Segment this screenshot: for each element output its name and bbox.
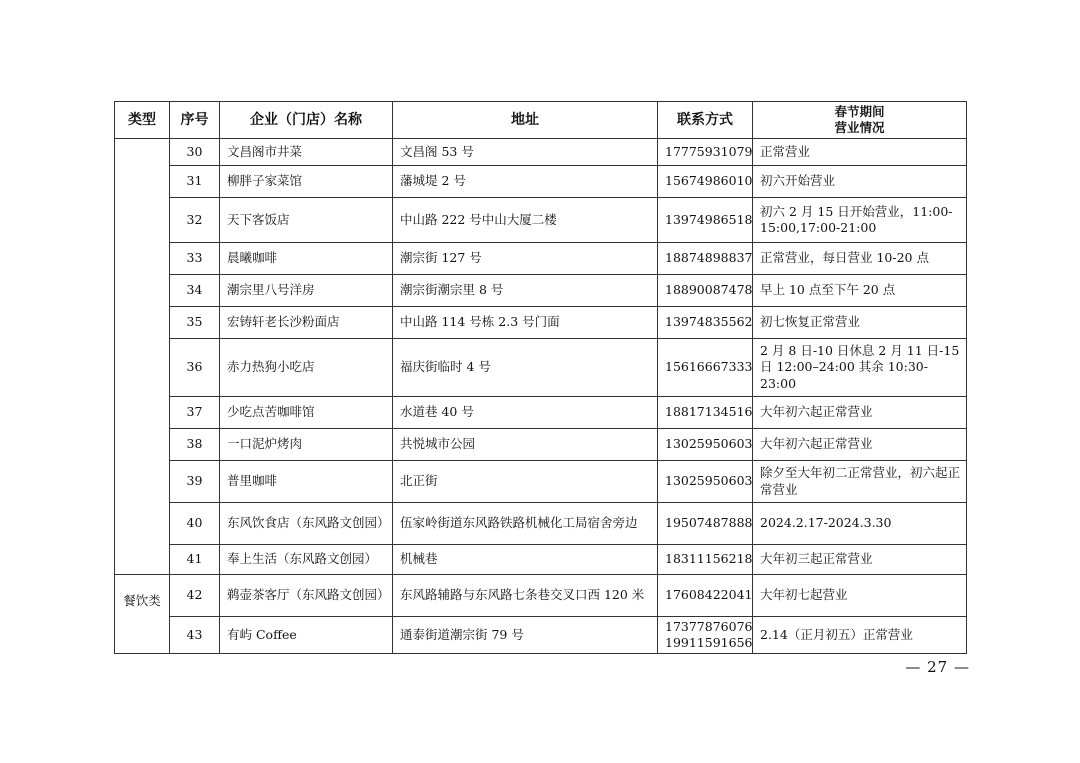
row-status: 2024.2.17-2024.3.30 bbox=[753, 503, 967, 545]
row-seq: 40 bbox=[170, 503, 220, 545]
table-row bbox=[115, 275, 967, 307]
row-phone: 15674986010 bbox=[658, 166, 753, 198]
row-address: 水道巷 40 号 bbox=[393, 397, 658, 429]
row-phone: 19507487888 bbox=[658, 503, 753, 545]
row-address: 藩城堤 2 号 bbox=[393, 166, 658, 198]
row-seq: 31 bbox=[170, 166, 220, 198]
row-name: 潮宗里八号洋房 bbox=[220, 275, 393, 307]
category-label: 餐饮类 bbox=[115, 575, 170, 654]
table-header-row bbox=[115, 102, 967, 139]
row-name: 奉上生活（东风路文创园） bbox=[220, 545, 393, 575]
row-phone: 17608422041 bbox=[658, 575, 753, 617]
table-row bbox=[115, 243, 967, 275]
row-seq: 42 bbox=[170, 575, 220, 617]
row-name: 鹈壶茶客厅（东风路文创园） bbox=[220, 575, 393, 617]
row-name: 天下客饭店 bbox=[220, 198, 393, 243]
table-row bbox=[115, 307, 967, 339]
row-address: 中山路 114 号栋 2.3 号门面 bbox=[393, 307, 658, 339]
category-cell-top bbox=[115, 139, 170, 575]
table-row bbox=[115, 429, 967, 461]
row-status: 除夕至大年初二正常营业，初六起正常营业 bbox=[753, 461, 967, 503]
row-phone: 18890087478 bbox=[658, 275, 753, 307]
table-row bbox=[115, 617, 967, 654]
row-status: 大年初七起营业 bbox=[753, 575, 967, 617]
table-row bbox=[115, 545, 967, 575]
table-row bbox=[115, 397, 967, 429]
row-status: 初七恢复正常营业 bbox=[753, 307, 967, 339]
row-address: 文昌阁 53 号 bbox=[393, 139, 658, 166]
table-row bbox=[115, 166, 967, 198]
page-number: — 27 — bbox=[905, 658, 970, 676]
row-status: 大年初六起正常营业 bbox=[753, 429, 967, 461]
header-seq: 序号 bbox=[170, 102, 220, 139]
row-phone: 18817134516 bbox=[658, 397, 753, 429]
row-status: 大年初六起正常营业 bbox=[753, 397, 967, 429]
header-status-line1: 春节期间 bbox=[834, 104, 885, 120]
row-seq: 41 bbox=[170, 545, 220, 575]
row-phone: 18874898837 bbox=[658, 243, 753, 275]
row-name: 文昌阁市井菜 bbox=[220, 139, 393, 166]
table-row bbox=[115, 139, 967, 166]
row-address: 潮宗街潮宗里 8 号 bbox=[393, 275, 658, 307]
row-status: 正常营业 bbox=[753, 139, 967, 166]
row-phone: 13025950603 bbox=[658, 461, 753, 503]
row-name: 普里咖啡 bbox=[220, 461, 393, 503]
table-row bbox=[115, 503, 967, 545]
row-name: 晨曦咖啡 bbox=[220, 243, 393, 275]
row-status: 早上 10 点至下午 20 点 bbox=[753, 275, 967, 307]
row-address: 东风路辅路与东风路七条巷交叉口西 120 米 bbox=[393, 575, 658, 617]
row-address: 通泰街道潮宗街 79 号 bbox=[393, 617, 658, 654]
row-seq: 39 bbox=[170, 461, 220, 503]
row-name: 一口泥炉烤肉 bbox=[220, 429, 393, 461]
row-seq: 30 bbox=[170, 139, 220, 166]
row-name: 赤力热狗小吃店 bbox=[220, 339, 393, 397]
row-status: 初六开始营业 bbox=[753, 166, 967, 198]
header-type: 类型 bbox=[115, 102, 170, 139]
row-name: 少吃点苦咖啡馆 bbox=[220, 397, 393, 429]
header-name: 企业（门店）名称 bbox=[220, 102, 393, 139]
header-status-line2: 营业情况 bbox=[834, 120, 885, 135]
row-address: 北正街 bbox=[393, 461, 658, 503]
table-row bbox=[115, 575, 967, 617]
row-seq: 38 bbox=[170, 429, 220, 461]
header-status bbox=[753, 102, 967, 139]
row-address: 潮宗街 127 号 bbox=[393, 243, 658, 275]
row-name: 东风饮食店（东风路文创园） bbox=[220, 503, 393, 545]
row-address: 中山路 222 号中山大厦二楼 bbox=[393, 198, 658, 243]
row-address: 共悦城市公园 bbox=[393, 429, 658, 461]
row-seq: 37 bbox=[170, 397, 220, 429]
row-status: 2 月 8 日-10 日休息 2 月 11 日-15 日 12:00–24:00 其余 10:30-23:00 bbox=[753, 339, 967, 397]
row-address: 机械巷 bbox=[393, 545, 658, 575]
row-seq: 35 bbox=[170, 307, 220, 339]
row-status: 2.14（正月初五）正常营业 bbox=[753, 617, 967, 654]
row-phone: 17775931079 bbox=[658, 139, 753, 166]
row-seq: 36 bbox=[170, 339, 220, 397]
row-name: 宏铸轩老长沙粉面店 bbox=[220, 307, 393, 339]
row-phone: 17377876076 19911591656 bbox=[658, 617, 753, 654]
row-status: 正常营业，每日营业 10-20 点 bbox=[753, 243, 967, 275]
table-row bbox=[115, 461, 967, 503]
row-phone: 13974986518 bbox=[658, 198, 753, 243]
header-contact: 联系方式 bbox=[658, 102, 753, 139]
row-seq: 32 bbox=[170, 198, 220, 243]
merchant-table bbox=[114, 101, 967, 654]
row-address: 福庆街临时 4 号 bbox=[393, 339, 658, 397]
row-seq: 34 bbox=[170, 275, 220, 307]
row-phone: 18311156218 bbox=[658, 545, 753, 575]
row-phone: 13025950603 bbox=[658, 429, 753, 461]
header-address: 地址 bbox=[393, 102, 658, 139]
row-address: 伍家岭街道东风路铁路机械化工局宿舍旁边 bbox=[393, 503, 658, 545]
table-row bbox=[115, 339, 967, 397]
row-phone: 15616667333 bbox=[658, 339, 753, 397]
row-seq: 33 bbox=[170, 243, 220, 275]
row-phone: 13974835562 bbox=[658, 307, 753, 339]
row-seq: 43 bbox=[170, 617, 220, 654]
row-status: 大年初三起正常营业 bbox=[753, 545, 967, 575]
table-row bbox=[115, 198, 967, 243]
row-name: 有屿 Coffee bbox=[220, 617, 393, 654]
row-status: 初六 2 月 15 日开始营业，11:00-15:00,17:00-21:00 bbox=[753, 198, 967, 243]
row-name: 柳胖子家菜馆 bbox=[220, 166, 393, 198]
